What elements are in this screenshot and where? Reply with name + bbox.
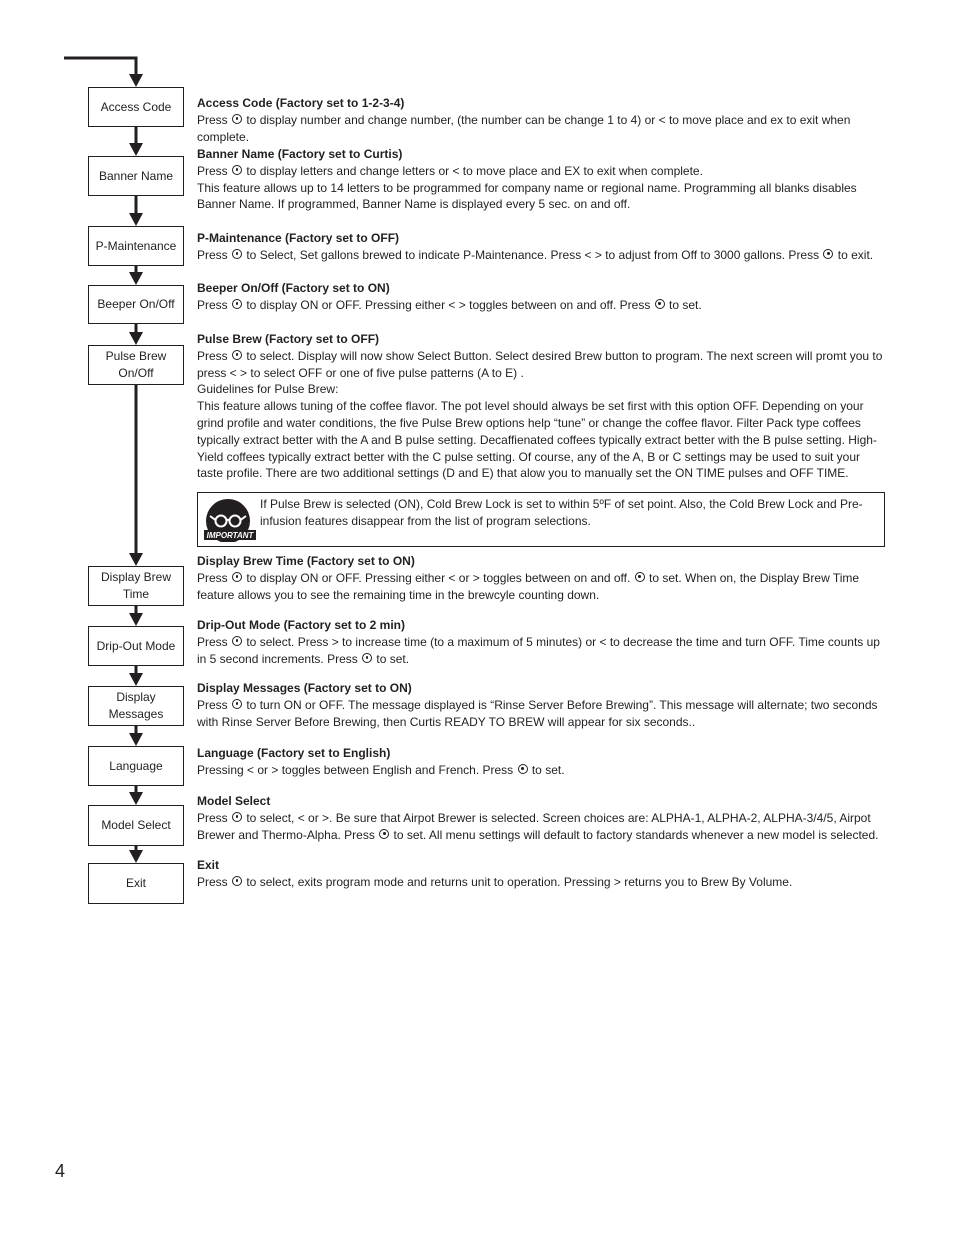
flow-arrow-icon xyxy=(129,850,143,863)
select-button-icon xyxy=(655,299,665,309)
select-button-icon xyxy=(232,699,242,709)
select-button-icon xyxy=(232,876,242,886)
section-display-messages xyxy=(197,680,887,730)
section-language xyxy=(197,745,887,779)
flow-arrow-icon xyxy=(129,272,143,285)
section-title: Drip-Out Mode (Factory set to 2 min) xyxy=(197,618,406,632)
section-text: Press to turn ON or OFF. The message displayed is “Rinse Server Before Brewing”. This message will alternate; two seconds with Rinse Server Before Brewing, then Curtis READY TO BREW will appear for six seconds.. xyxy=(197,697,878,729)
section-text: Press to Select, Set gallons brewed to indicate P-Maintenance. Press < > to adjust from Off to 3000 gallons. Press to exit. xyxy=(197,247,874,262)
section-banner-name xyxy=(197,146,887,213)
flow-box-pulse-brew: Pulse Brew On/Off xyxy=(88,345,184,385)
section-title: Language (Factory set to English) xyxy=(197,746,391,760)
flow-entry-line xyxy=(64,58,136,76)
section-title: P-Maintenance (Factory set to OFF) xyxy=(197,231,400,245)
important-note-box xyxy=(197,492,885,547)
flow-box-language: Language xyxy=(88,746,184,786)
select-button-icon xyxy=(232,572,242,582)
flow-box-p-maintenance: P-Maintenance xyxy=(88,226,184,266)
flow-box-access-code: Access Code xyxy=(88,87,184,127)
section-text: Guidelines for Pulse Brew: xyxy=(197,382,339,397)
section-text: Pressing < or > toggles between English and French. Press to set. xyxy=(197,762,565,777)
select-button-icon xyxy=(518,764,528,774)
section-title: Access Code (Factory set to 1-2-3-4) xyxy=(197,96,405,110)
section-title: Model Select xyxy=(197,794,271,808)
select-button-icon xyxy=(232,165,242,175)
section-beeper xyxy=(197,280,887,314)
section-text: Press to display letters and change letters or < to move place and EX to exit when complete. xyxy=(197,163,703,178)
select-button-icon xyxy=(232,114,242,124)
section-text: Press to display ON or OFF. Pressing either < > toggles between on and off. Press to set. xyxy=(197,297,702,312)
section-title: Exit xyxy=(197,858,220,872)
important-note-text: If Pulse Brew is selected (ON), Cold Brew Lock is set to within 5ºF of set point. Also, the Cold Brew Lock and Pre-infusion features disappear from the list of program selections. xyxy=(260,497,863,528)
section-text: Press to display ON or OFF. Pressing either < or > toggles between on and off. to set. When on, the Display Brew Time feature allows you to see the remaining time in the brewcyle counting down. xyxy=(197,570,860,602)
select-button-icon xyxy=(379,829,389,839)
section-model-select xyxy=(197,793,887,843)
flow-arrow-icon xyxy=(129,74,143,87)
section-drip-out-mode xyxy=(197,617,887,667)
flow-arrow-icon xyxy=(129,613,143,626)
page-number: 4 xyxy=(55,1161,66,1181)
select-button-icon xyxy=(362,653,372,663)
flow-box-drip-out-mode: Drip-Out Mode xyxy=(88,626,184,666)
flow-arrow-icon xyxy=(129,733,143,746)
section-text: This feature allows up to 14 letters to be programmed for company name or regional name. Programming all blanks disables Banner Name. If programmed, Banner Name is displayed every 5 sec. on and off. xyxy=(197,180,857,212)
section-title: Display Messages (Factory set to ON) xyxy=(197,681,412,695)
important-glasses-icon xyxy=(204,497,256,542)
flow-box-banner-name: Banner Name xyxy=(88,156,184,196)
section-text: Press to select. Display will now show Select Button. Select desired Brew button to program. The next screen will promt you to press < > to select OFF or one of five pulse patterns (A to E) . xyxy=(197,348,883,380)
flow-box-exit: Exit xyxy=(88,863,184,904)
flow-arrow-icon xyxy=(129,792,143,805)
flow-box-display-messages: Display Messages xyxy=(88,686,184,726)
flow-arrow-icon xyxy=(129,332,143,345)
select-button-icon xyxy=(232,299,242,309)
flow-arrow-icon xyxy=(129,673,143,686)
section-text: Press to select. Press > to increase time (to a maximum of 5 minutes) or < to decrease the time and turn OFF. Time counts up in 5 second increments. Press to set. xyxy=(197,634,880,666)
flow-arrow-icon xyxy=(129,213,143,226)
section-exit xyxy=(197,857,887,891)
flow-box-beeper: Beeper On/Off xyxy=(88,285,184,324)
section-display-brew-time xyxy=(197,553,887,603)
section-pulse-brew xyxy=(197,331,887,482)
svg-text:IMPORTANT: IMPORTANT xyxy=(206,531,254,540)
select-button-icon xyxy=(232,350,242,360)
section-access-code xyxy=(197,95,887,145)
select-button-icon xyxy=(232,812,242,822)
flow-arrow-icon xyxy=(129,553,143,566)
section-title: Banner Name (Factory set to Curtis) xyxy=(197,147,403,161)
section-text: Press to select, exits program mode and returns unit to operation. Pressing > returns you to Brew By Volume. xyxy=(197,874,793,889)
section-text: This feature allows tuning of the coffee flavor. The pot level should always be set first with this option OFF. Depending on your grind profile and water conditions, the five Pulse Brew options help “tune” or change the coffee flavor. Filter Pack type coffees typically extract better with the A and B pulse setting. Decaffienated coffees typically extract better with the B pulse setting. High-Yield coffees typically extract better with the C pulse setting. Of course, any of the A, B or C settings may be used to suit your taste profile. There are two additional settings (D and E) that alow you to manually set the ON TIME pulses and OFF TIME. xyxy=(197,399,877,481)
select-button-icon xyxy=(823,249,833,259)
flow-box-model-select: Model Select xyxy=(88,805,184,846)
section-title: Pulse Brew (Factory set to OFF) xyxy=(197,332,380,346)
section-text: Press to select, < or >. Be sure that Airpot Brewer is selected. Screen choices are: ALPHA-1, ALPHA-2, ALPHA-3/4/5, Airpot Brewer and Thermo-Alpha. Press to set. All menu settings will default to factory standards whenever a new model is selected. xyxy=(197,810,879,842)
flow-box-display-brew-time: Display Brew Time xyxy=(88,566,184,606)
section-p-maintenance xyxy=(197,230,887,264)
select-button-icon xyxy=(232,636,242,646)
flow-arrow-icon xyxy=(129,143,143,156)
section-text: Press to display number and change number, (the number can be change 1 to 4) or < to move place and ex to exit when complete. xyxy=(197,112,851,144)
select-button-icon xyxy=(232,249,242,259)
section-title: Beeper On/Off (Factory set to ON) xyxy=(197,281,390,295)
select-button-icon xyxy=(635,572,645,582)
section-title: Display Brew Time (Factory set to ON) xyxy=(197,554,415,568)
